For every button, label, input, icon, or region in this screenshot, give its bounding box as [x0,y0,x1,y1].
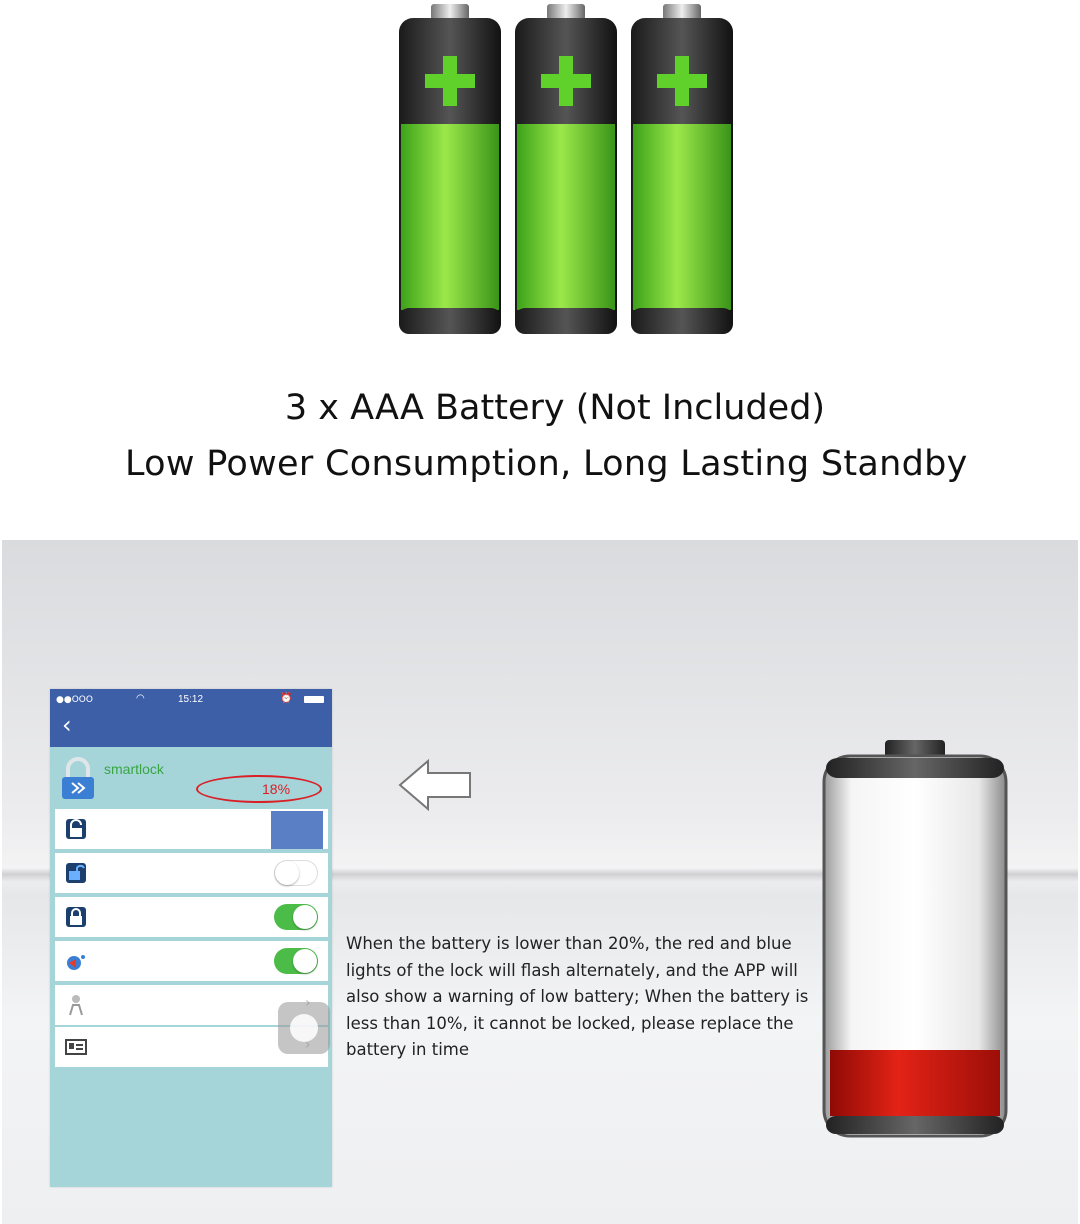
notification-toggle[interactable] [274,948,318,974]
battery-percentage-highlight [196,775,322,803]
row-auto-lock[interactable] [55,897,328,937]
auto-lock-icon [64,905,88,929]
low-battery-description: When the battery is lower than 20%, the red and blue lights of the lock will flash alternately, and the APP will also show a warning of low battery; When the battery is less than 10%, it cannot be locked, please replace the battery in time [346,934,809,1059]
alarm-icon: ⏰ [280,693,293,704]
low-battery-panel [2,540,1078,1224]
row-notification[interactable] [55,941,328,981]
auto-lock-toggle[interactable] [274,904,318,930]
battery-icon [304,696,324,703]
caption-battery-type: 3 x AAA Battery (Not Included) [284,388,826,428]
unlock-touch-icon [64,817,88,841]
open-lock-icon [64,861,88,885]
row-unlock[interactable] [55,809,328,849]
status-time: 15:12 [178,694,204,705]
battery-illustration [395,0,740,340]
assistive-touch-button[interactable] [278,1002,330,1054]
wifi-icon: ◠ [136,693,145,704]
low-battery-illustration [820,738,1010,1138]
notification-icon [64,949,88,973]
green-battery-2 [511,0,621,340]
open-lock-toggle[interactable] [274,860,318,886]
unlock-button[interactable] [271,811,323,849]
id-card-icon [64,1035,88,1059]
padlock-bluetooth-icon [60,757,96,801]
row-open-lock[interactable] [55,853,328,893]
back-button[interactable]: ‹ [62,711,72,739]
carrier-signal: ●●OOO [56,695,93,705]
battery-percentage: 18% [262,781,291,797]
arrow-left-icon [398,759,472,811]
app-header [50,689,332,747]
caption-standby: Low Power Consumption, Long Lasting Standby [125,444,968,484]
user-icon [64,993,88,1017]
green-battery-1 [395,0,505,340]
green-battery-3 [627,0,737,340]
device-name: smartlock [104,761,164,777]
device-header [50,747,332,807]
app-screenshot [50,689,332,1187]
